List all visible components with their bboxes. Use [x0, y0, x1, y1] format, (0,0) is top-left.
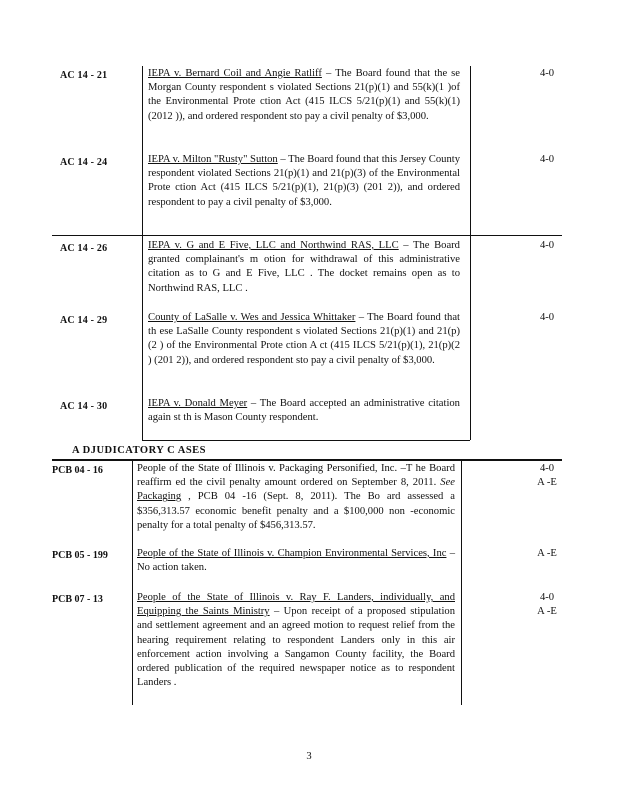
- section-rule: [52, 459, 562, 461]
- case-title: IEPA v. Bernard Coil and Angie Ratliff: [148, 68, 322, 79]
- case-description: [137, 591, 455, 690]
- ac-row-divider: [52, 235, 562, 236]
- case-summary: People of the State of Illinois v. Packaging Personified, Inc. –T he Board reaffirm ed the civil penalty amount ordered on September 8, 2011.: [137, 463, 455, 489]
- adj-table-right-border: [461, 461, 462, 705]
- case-summary: – The Board found that this Jersey County respondent violated Sections 21(p)(1) and 21(p)(3) of the Environmental Prote ction Act (415 ILCS 5/21(p)(1), 21(p)(3) (201 2)), and ordered respondent to pay a civil penalty of $3,000.: [148, 154, 460, 208]
- citation-title: Packaging: [137, 491, 182, 503]
- vote-tally: 4-0: [539, 312, 555, 323]
- vote-tally: 4-0: [539, 154, 555, 165]
- vote-note: A -E: [537, 477, 557, 488]
- case-title: People of the State of Illinois v. Champion Environmental Services, Inc: [137, 548, 447, 559]
- ac-table-left-border: [142, 66, 143, 440]
- case-summary: – Upon receipt of a proposed stipulation and settlement agreement and an agreed motion to request relief from the hearing requirement relating to respondent Landers only in this air enforcement action involving a Sangamon County facility, the Board ordered publication of the required newspaper notice as to respondent Landers .: [137, 606, 455, 689]
- case-number: PCB 05 - 199: [52, 550, 108, 561]
- case-summary-continued: , PCB 04 -16 (Sept. 8, 2011). The Bo ard assessed a $356,313.57 economic benefit penalty and a $100,000 non -economic penalty for a total penalty of $456,313.57.: [137, 491, 455, 531]
- case-title: County of LaSalle v. Wes and Jessica Whittaker: [148, 312, 356, 323]
- case-title: People of the State of Illinois v. Ray F. Landers, individually, and Equipping the Saints Ministry: [137, 592, 455, 618]
- citation-signal: See: [440, 477, 455, 489]
- case-number: AC 14 - 24: [60, 157, 108, 168]
- case-description: [148, 311, 460, 368]
- case-number: AC 14 - 21: [60, 70, 108, 81]
- case-description: [148, 153, 460, 210]
- adj-table-left-border: [132, 461, 133, 705]
- case-number: PCB 04 - 16: [52, 465, 103, 476]
- case-title: IEPA v. G and E Five, LLC and Northwind RAS, LLC: [148, 240, 399, 251]
- case-summary: – The Board accepted an administrative citation again st th is Mason County respondent.: [148, 398, 460, 424]
- case-title: IEPA v. Milton "Rusty" Sutton: [148, 154, 278, 165]
- case-description: [148, 397, 460, 425]
- case-summary: – The Board granted complainant's m otion for withdrawal of this administrative citation as to G and E Five, LLC . The docket remains open as to Northwind RAS, LLC .: [148, 240, 460, 294]
- vote-tally: 4-0: [539, 592, 555, 603]
- case-summary: – The Board found that the se Morgan County respondent s violated Sections 21(p)(1) and 55(k)(1 )of the Environmental Prote ction Act (415 ILCS 5/21(p)(1) and 55(k)(1) (2012 )), and ordered respondent sto pay a civil penalty of $3,000.: [148, 68, 461, 122]
- case-description: [137, 547, 455, 575]
- vote-tally: 4-0: [539, 463, 555, 474]
- ac-table-right-border: [470, 66, 471, 440]
- page-number: 3: [306, 751, 312, 762]
- vote-tally: A -E: [537, 548, 557, 559]
- case-title: IEPA v. Donald Meyer: [148, 398, 248, 409]
- case-description: [148, 67, 460, 124]
- case-number: PCB 07 - 13: [52, 594, 103, 605]
- case-summary: – The Board found that th ese LaSalle County respondent s violated Sections 21(p)(1) and 21(p)(2 ) of the Environmental Prote ction A ct (415 ILCS 5/21(p)(1), 21(p)(2 ) (201 2)), and ordered respondent sto pay a civil penalty of $3,000.: [148, 312, 460, 366]
- case-number: AC 14 - 26: [60, 243, 108, 254]
- vote-tally: 4-0: [539, 240, 555, 251]
- case-summary: – No action taken.: [137, 548, 455, 574]
- case-description: [148, 239, 460, 296]
- vote-tally: 4-0: [539, 68, 555, 79]
- case-number: AC 14 - 30: [60, 401, 108, 412]
- vote-note: A -E: [537, 606, 557, 617]
- case-description: [137, 462, 455, 533]
- section-heading: A DJUDICATORY C ASES: [72, 445, 207, 456]
- case-number: AC 14 - 29: [60, 315, 108, 326]
- ac-table-bottom-border: [142, 440, 470, 441]
